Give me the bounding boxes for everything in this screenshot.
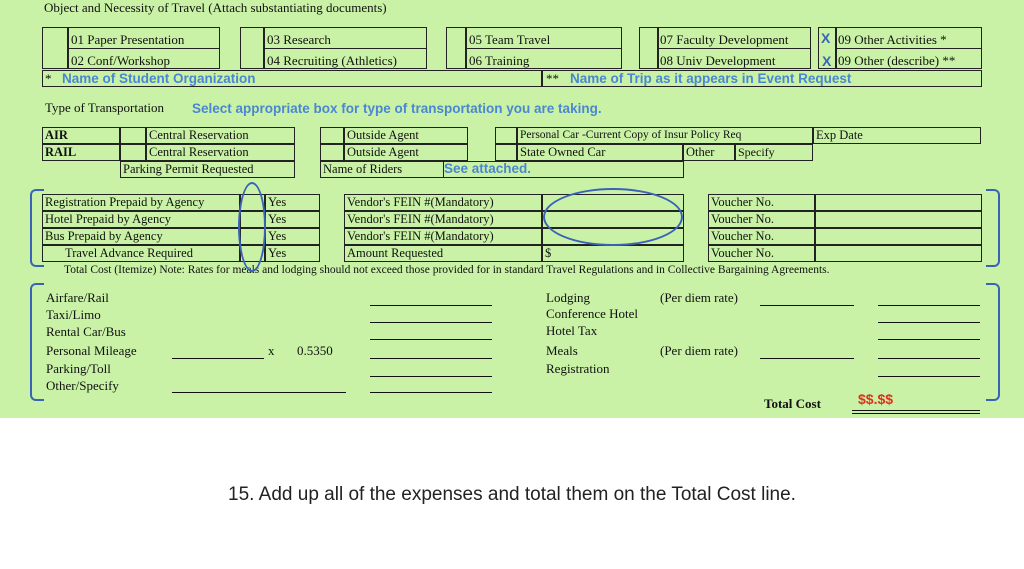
checkmark-x-icon: X	[822, 53, 832, 69]
outside-agent-checkbox-2[interactable]	[320, 144, 344, 161]
lodging-amount-line[interactable]	[878, 305, 980, 306]
vendor-fein-label-2: Vendor's FEIN #(Mandatory)	[344, 211, 542, 228]
right-bracket-costs	[986, 283, 1000, 401]
prepaid-row-2-label: Hotel Prepaid by Agency	[42, 211, 240, 228]
mileage-input-line[interactable]	[172, 358, 264, 359]
checkmark-x-icon: X	[821, 30, 831, 46]
left-bracket-costs	[30, 283, 44, 401]
voucher-label-2: Voucher No.	[708, 211, 815, 228]
meals-rate-line[interactable]	[760, 358, 854, 359]
fein-field-highlight	[543, 188, 683, 246]
mileage-amount-line[interactable]	[370, 358, 492, 359]
prepaid-row-3-label: Bus Prepaid by Agency	[42, 228, 240, 245]
star-marker: *	[45, 71, 52, 86]
taxi-amount-line[interactable]	[370, 322, 492, 323]
hotel-tax-label: Hotel Tax	[546, 323, 598, 338]
rental-label: Rental Car/Bus	[46, 324, 126, 339]
purpose-09b-label: 09 Other (describe) **	[838, 53, 956, 68]
taxi-label: Taxi/Limo	[46, 307, 101, 322]
vendor-fein-label-3: Vendor's FEIN #(Mandatory)	[344, 228, 542, 245]
outside-agent-2[interactable]: Outside Agent	[344, 144, 468, 161]
central-reservation-1[interactable]: Central Reservation	[146, 127, 295, 144]
right-bracket-prepaid	[986, 189, 1000, 267]
total-cost-double-line	[852, 413, 980, 414]
purpose-01-label: 01 Paper Presentation	[71, 32, 185, 47]
object-necessity-title: Object and Necessity of Travel (Attach substantiating documents)	[44, 0, 387, 15]
star-marker: **	[546, 71, 559, 86]
registration-amount-line[interactable]	[878, 376, 980, 377]
parking-label: Parking/Toll	[46, 361, 111, 376]
air-checkbox[interactable]	[120, 127, 146, 144]
voucher-label-3: Voucher No.	[708, 228, 815, 245]
outside-agent-1[interactable]: Outside Agent	[344, 127, 468, 144]
rental-amount-line[interactable]	[370, 339, 492, 340]
airfare-amount-line[interactable]	[370, 305, 492, 306]
hotel-tax-amount-line[interactable]	[878, 339, 980, 340]
other-specify-label: Other/Specify	[46, 378, 119, 393]
outside-agent-checkbox-1[interactable]	[320, 127, 344, 144]
personal-car-option[interactable]: Personal Car -Current Copy of Insur Policy Req	[517, 127, 813, 144]
exp-date-field[interactable]: Exp Date	[813, 127, 981, 144]
meals-per-diem: (Per diem rate)	[660, 343, 738, 358]
purpose-07-label: 07 Faculty Development	[660, 32, 789, 47]
purpose-09a-label: 09 Other Activities *	[838, 32, 947, 47]
mileage-rate: 0.5350	[297, 343, 333, 358]
voucher-field-1[interactable]	[815, 194, 982, 211]
voucher-label-4: Voucher No.	[708, 245, 815, 262]
state-car-option[interactable]: State Owned Car	[517, 144, 683, 161]
total-cost-label: Total Cost	[764, 396, 821, 411]
voucher-field-2[interactable]	[815, 211, 982, 228]
transportation-label: Type of Transportation	[45, 100, 164, 115]
registration-label: Registration	[546, 361, 610, 376]
rail-option[interactable]: RAIL	[42, 144, 120, 161]
amount-requested-field[interactable]: $	[542, 245, 684, 262]
personal-car-checkbox[interactable]	[495, 127, 517, 144]
air-option[interactable]: AIR	[42, 127, 120, 144]
purpose-checkbox-07-08[interactable]	[639, 27, 658, 69]
meals-amount-line[interactable]	[878, 358, 980, 359]
other-amount-line[interactable]	[370, 392, 492, 393]
yes-label-2: Yes	[265, 211, 320, 228]
yes-label-1: Yes	[265, 194, 320, 211]
see-attached-note: See attached.	[444, 161, 532, 176]
voucher-label-1: Voucher No.	[708, 194, 815, 211]
purpose-checkbox-05-06[interactable]	[446, 27, 466, 69]
airfare-label: Airfare/Rail	[46, 290, 109, 305]
name-of-riders-label: Name of Riders	[320, 161, 444, 178]
meals-label: Meals	[546, 343, 578, 358]
mileage-label: Personal Mileage	[46, 343, 137, 358]
prepaid-row-1-label: Registration Prepaid by Agency	[42, 194, 240, 211]
yes-label-3: Yes	[265, 228, 320, 245]
vendor-fein-label-1: Vendor's FEIN #(Mandatory)	[344, 194, 542, 211]
purpose-04-label: 04 Recruiting (Athletics)	[267, 53, 397, 68]
conference-hotel-amount-line[interactable]	[878, 322, 980, 323]
left-bracket-prepaid	[30, 189, 44, 267]
central-reservation-2[interactable]: Central Reservation	[146, 144, 295, 161]
lodging-label: Lodging	[546, 290, 591, 305]
rail-checkbox[interactable]	[120, 144, 146, 161]
transportation-instruction: Select appropriate box for type of transportation you are taking.	[192, 101, 602, 116]
purpose-08-label: 08 Univ Development	[660, 53, 776, 68]
slide-caption: 15. Add up all of the expenses and total them on the Total Cost line.	[228, 484, 796, 505]
yes-column-highlight	[238, 182, 266, 272]
amount-requested-label: Amount Requested	[344, 245, 542, 262]
total-cost-line	[852, 410, 980, 411]
student-org-name: Name of Student Organization	[62, 71, 256, 86]
lodging-rate-line[interactable]	[760, 305, 854, 306]
prepaid-row-4-label: Travel Advance Required	[42, 245, 240, 262]
state-car-checkbox[interactable]	[495, 144, 517, 161]
other-option[interactable]: Other	[683, 144, 735, 161]
purpose-03-label: 03 Research	[267, 32, 331, 47]
total-cost-value[interactable]: $$.$$	[858, 391, 894, 407]
purpose-06-label: 06 Training	[469, 53, 530, 68]
purpose-02-label: 02 Conf/Workshop	[71, 53, 170, 68]
parking-permit-requested[interactable]: Parking Permit Requested	[120, 161, 295, 178]
other-specify-line[interactable]	[172, 392, 346, 393]
times-symbol: x	[268, 343, 275, 358]
purpose-05-label: 05 Team Travel	[469, 32, 551, 47]
purpose-checkbox-03-04[interactable]	[240, 27, 264, 69]
rates-note: Total Cost (Itemize) Note: Rates for meals and lodging should not exceed those provided for in standard Travel Regulations and in Collective Bargaining Agreements.	[64, 264, 830, 276]
voucher-field-4[interactable]	[815, 245, 982, 262]
voucher-field-3[interactable]	[815, 228, 982, 245]
trip-name: Name of Trip as it appears in Event Request	[570, 71, 852, 86]
specify-field[interactable]: Specify	[735, 144, 813, 161]
parking-amount-line[interactable]	[370, 376, 492, 377]
conference-hotel-label: Conference Hotel	[546, 306, 639, 321]
lodging-per-diem: (Per diem rate)	[660, 290, 738, 305]
yes-label-4: Yes	[265, 245, 320, 262]
purpose-checkbox-01-02[interactable]	[42, 27, 68, 69]
